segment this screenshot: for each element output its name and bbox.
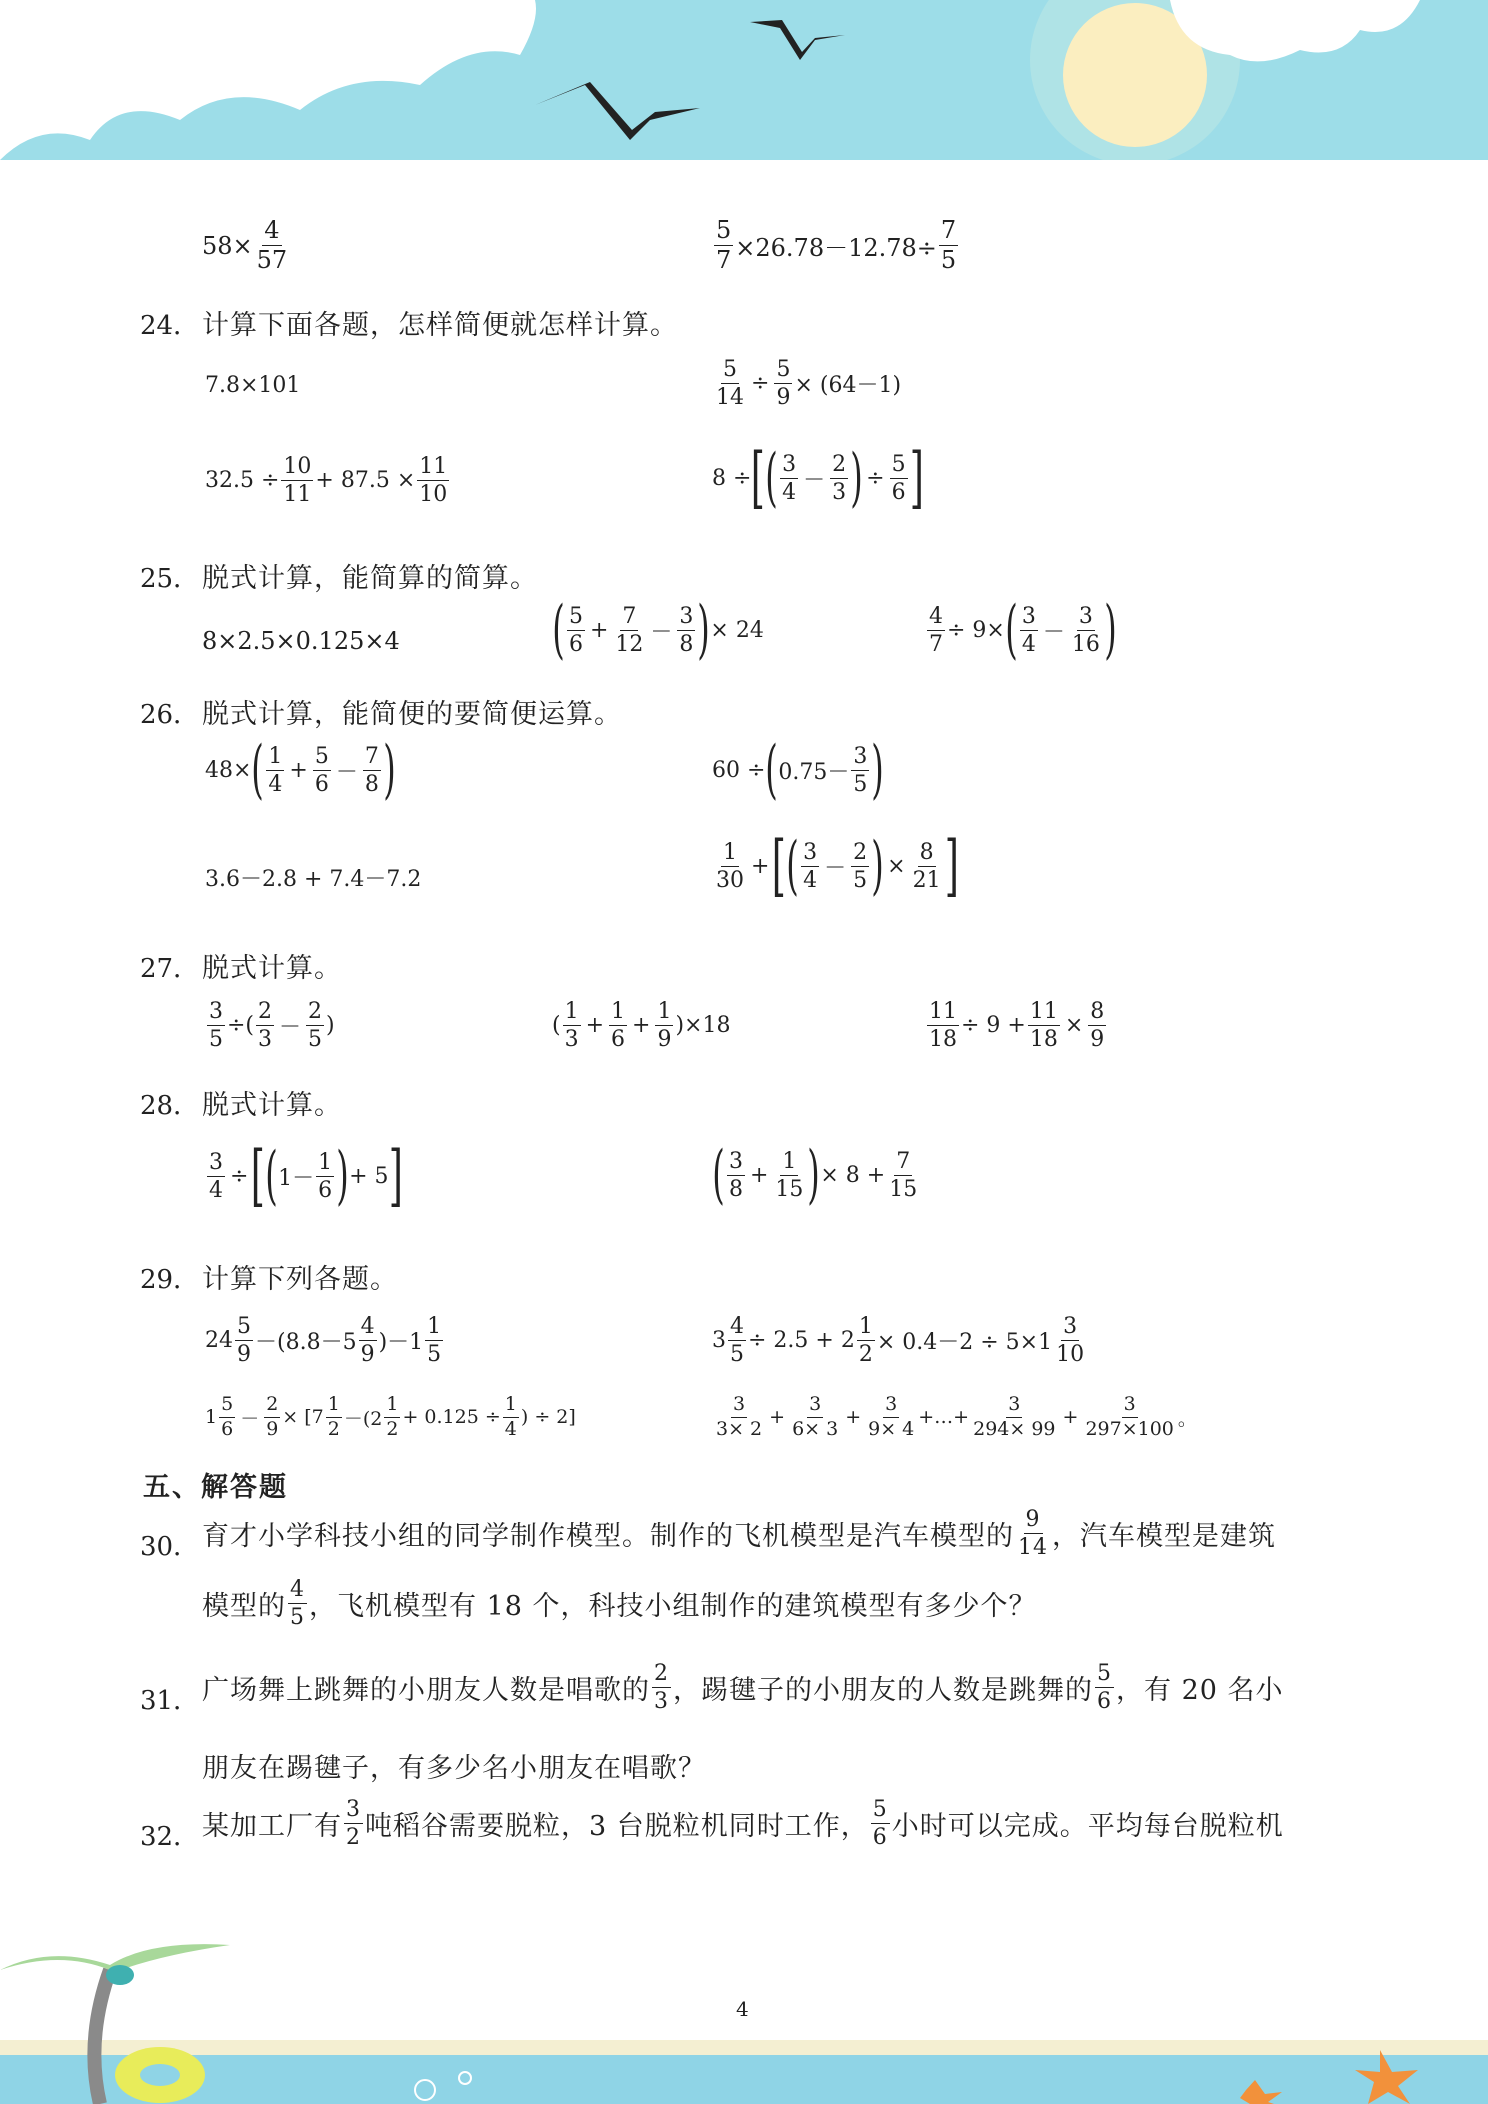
q25-expr-2: ( $\frac{5}{6}$ + $\frac{7}{12}$ － $\frac{3}{8}$ ) × 24: [552, 593, 764, 667]
q26-expr-3: 3.6－2.8 + 7.4－7.2: [205, 867, 422, 892]
q26-expr-1: 48× ( $\frac{1}{4}$ + $\frac{5}{6}$ － $\frac{7}{8}$ ): [205, 733, 396, 807]
q29-expr-4: $\frac{3}{3\times 2}$ + $\frac{3}{6\times 3}$ + $\frac{3}{9\times 4}$ +…+ $\frac{3}{294\times 99}$ + $\frac{3}{297\times 100}$ 。: [716, 1393, 1197, 1440]
question-number: 25．: [140, 564, 200, 594]
question-text: 脱式计算。: [202, 953, 342, 984]
question-text-line2: 模型的 $\frac{4}{5}$ ，飞机模型有 18 个，科技小组制作的建筑模型有多少个？: [202, 1577, 1037, 1631]
q27-expr-1: $\frac{3}{5}$ ÷( $\frac{2}{3}$ － $\frac{2}{5}$ ): [209, 999, 335, 1053]
question-number: 28．: [140, 1091, 200, 1121]
q27-expr-3: $\frac{11}{18}$ ÷ 9 + $\frac{11}{18}$ × $\frac{8}{9}$: [929, 999, 1105, 1053]
question-text: 计算下列各题。: [202, 1264, 398, 1295]
page-number: 4: [736, 1997, 749, 2021]
q29-expr-3: 1 $\frac{5}{6}$ － $\frac{2}{9}$ × [7 $\frac{1}{2}$ －(2 $\frac{1}{2}$ + 0.125 ÷ $\frac{1}{4}$ ) ÷ 2]: [205, 1393, 576, 1440]
q27-expr-2: ( $\frac{1}{3}$ + $\frac{1}{6}$ + $\frac{1}{9}$ )×18: [552, 999, 731, 1053]
question-text-line2: 朋友在踢毽子，有多少名小朋友在唱歌？: [202, 1753, 706, 1784]
q28-expr-2: ( $\frac{3}{8}$ + $\frac{1}{15}$ ) × 8 + $\frac{7}{15}$: [712, 1138, 918, 1212]
question-number: 29．: [140, 1265, 200, 1295]
top-expr-left: 58× $\frac{4}{57}$: [202, 216, 288, 275]
q26-expr-4: $\frac{1}{30}$ + [ ( $\frac{3}{4}$ － $\frac{2}{5}$ ) × $\frac{8}{21}$ ]: [716, 827, 959, 904]
question-number: 26．: [140, 700, 200, 730]
footer-beach-banner: [0, 1930, 1488, 2104]
q24-expr-1: 7.8×101: [205, 373, 301, 398]
q28-expr-1: $\frac{3}{4}$ ÷ [ ( 1－ $\frac{1}{6}$ ) + 5 ]: [209, 1137, 403, 1214]
question-text: 育才小学科技小组的同学制作模型。制作的飞机模型是汽车模型的 $\frac{9}{14}$ ，汽车模型是建筑: [202, 1507, 1276, 1561]
question-number: 32．: [140, 1822, 200, 1852]
question-number: 27．: [140, 954, 200, 984]
question-number: 24．: [140, 311, 200, 341]
question-text: 某加工厂有 $\frac{3}{2}$ 吨稻谷需要脱粒，3 台脱粒机同时工作， $\frac{5}{6}$ 小时可以完成。平均每台脱粒机: [202, 1797, 1284, 1851]
top-expr-right: $\frac{5}{7}$ ×26.78－12.78÷ $\frac{7}{5}$: [716, 216, 957, 275]
question-text: 脱式计算。: [202, 1090, 342, 1121]
question-number: 30．: [140, 1532, 200, 1562]
q29-expr-1: 24 $\frac{5}{9}$ －(8.8－5 $\frac{4}{9}$ )－1 $\frac{1}{5}$: [205, 1314, 442, 1368]
q25-expr-1: 8×2.5×0.125×4: [202, 627, 400, 655]
q25-expr-3: $\frac{4}{7}$ ÷ 9× ( $\frac{3}{4}$ － $\frac{3}{16}$ ): [929, 593, 1117, 667]
q24-expr-2: $\frac{5}{14}$ ÷ $\frac{5}{9}$ × (64－1): [716, 357, 902, 411]
question-text: 脱式计算，能简算的简算。: [202, 563, 538, 594]
section-title: 五、解答题: [143, 1472, 288, 1503]
question-text: 广场舞上跳舞的小朋友人数是唱歌的 $\frac{2}{3}$ ，踢毽子的小朋友的人数是跳舞的 $\frac{5}{6}$ ，有 20 名小: [202, 1661, 1284, 1715]
question-text: 计算下面各题，怎样简便就怎样计算。: [202, 310, 678, 341]
q26-expr-2: 60 ÷ ( 0.75－ $\frac{3}{5}$ ): [712, 733, 885, 807]
q29-expr-2: 3 $\frac{4}{5}$ ÷ 2.5 + 2 $\frac{1}{2}$ × 0.4－2 ÷ 5×1 $\frac{3}{10}$: [712, 1314, 1085, 1368]
question-text: 脱式计算，能简便的要简便运算。: [202, 699, 622, 730]
question-number: 31．: [140, 1686, 200, 1716]
q24-expr-4: 8 ÷ [ ( $\frac{3}{4}$ － $\frac{2}{3}$ ) ÷ $\frac{5}{6}$ ]: [712, 439, 924, 516]
q24-expr-3: 32.5 ÷ $\frac{10}{11}$ + 87.5 × $\frac{11}{10}$: [205, 454, 448, 508]
